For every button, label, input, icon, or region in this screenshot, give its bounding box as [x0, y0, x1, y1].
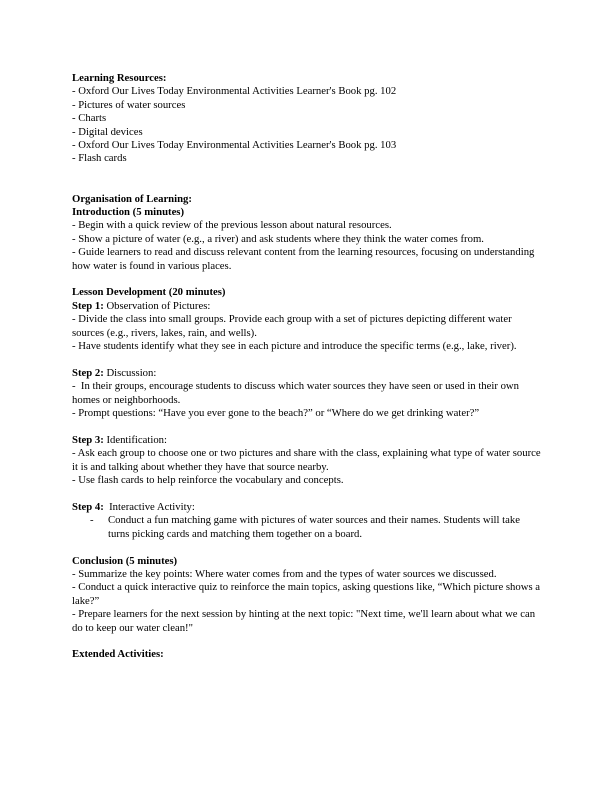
conclusion-item: - Summarize the key points: Where water comes from and the types of water sources we discussed.: [72, 567, 497, 580]
step-3-name: Identification:: [103, 433, 167, 446]
conclusion-heading: Conclusion (5 minutes): [72, 554, 178, 567]
spacer: [72, 421, 542, 434]
step-4-title: [72, 501, 542, 514]
introduction-item: - Show a picture of water (e.g., a river) and ask students where they think the water comes from.: [72, 232, 484, 245]
resource-item: - Flash cards: [72, 152, 127, 165]
step-3-item: - Use flash cards to help reinforce the vocabulary and concepts.: [72, 474, 344, 487]
resource-item: - Pictures of water sources: [72, 98, 186, 111]
resource-item: - Digital devices: [72, 125, 143, 138]
learning-resources-heading: Learning Resources:: [72, 72, 167, 84]
document-body: [72, 72, 542, 662]
step-2-name: Discussion:: [103, 366, 157, 379]
extended-activities-heading: Extended Activities:: [72, 648, 164, 661]
step-4-label: Step 4:: [72, 500, 104, 513]
resource-item: - Oxford Our Lives Today Environmental Activities Learner's Book pg. 103: [72, 139, 397, 152]
introduction-item: - Guide learners to read and discuss relevant content from the learning resources, focusing on understanding how water is found in various places.: [72, 246, 538, 272]
resource-item: - Oxford Our Lives Today Environmental Activities Learner's Book pg. 102: [72, 85, 397, 98]
step-3-title: [72, 434, 542, 447]
introduction-item: - Begin with a quick review of the previous lesson about natural resources.: [72, 219, 392, 232]
step-2-item: - Prompt questions: “Have you ever gone to the beach?” or “Where do we get drinking water?”: [72, 407, 480, 420]
step-4-item-text: Conduct a fun matching game with pictures of water sources and their names. Students will take turns picking cards and matching them together on a board.: [108, 514, 523, 540]
step-1-item: - Have students identify what they see in each picture and introduce the specific terms (e.g., lake, river).: [72, 340, 517, 353]
spacer: [72, 273, 542, 286]
spacer: [72, 166, 542, 179]
spacer: [72, 488, 542, 501]
step-1-title: [72, 300, 542, 313]
step-2-item: - In their groups, encourage students to discuss which water sources they have seen or used in their own homes or neighborhoods.: [72, 380, 522, 406]
step-2-title: [72, 367, 542, 380]
step-3-item: - Ask each group to choose one or two pictures and share with the class, explaining what type of water source it is and talking about whether they have that source nearby.: [72, 447, 544, 473]
spacer: [72, 353, 542, 366]
step-4-name: Interactive Activity:: [103, 500, 195, 513]
conclusion-item: - Conduct a quick interactive quiz to reinforce the main topics, asking questions like, “Which picture shows a lake?”: [72, 581, 543, 607]
step-4-item: [72, 514, 542, 541]
step-2-label: Step 2:: [72, 366, 104, 379]
introduction-heading: Introduction (5 minutes): [72, 206, 185, 219]
spacer: [72, 635, 542, 648]
spacer: [72, 541, 542, 554]
lesson-development-heading: Lesson Development (20 minutes): [72, 286, 226, 299]
step-1-name: Observation of Pictures:: [103, 299, 211, 312]
resource-item: - Charts: [72, 112, 107, 125]
spacer: [72, 179, 542, 192]
step-1-label: Step 1:: [72, 299, 104, 312]
organisation-heading: Organisation of Learning:: [72, 192, 192, 205]
step-3-label: Step 3:: [72, 433, 104, 446]
step-1-item: - Divide the class into small groups. Provide each group with a set of pictures depicting different water sources (e.g., rivers, lakes, rain, and wells).: [72, 313, 515, 339]
conclusion-item: - Prepare learners for the next session by hinting at the next topic: "Next time, we'll learn about what we can do to keep our water clean!": [72, 608, 538, 634]
list-dash: -: [90, 514, 94, 527]
